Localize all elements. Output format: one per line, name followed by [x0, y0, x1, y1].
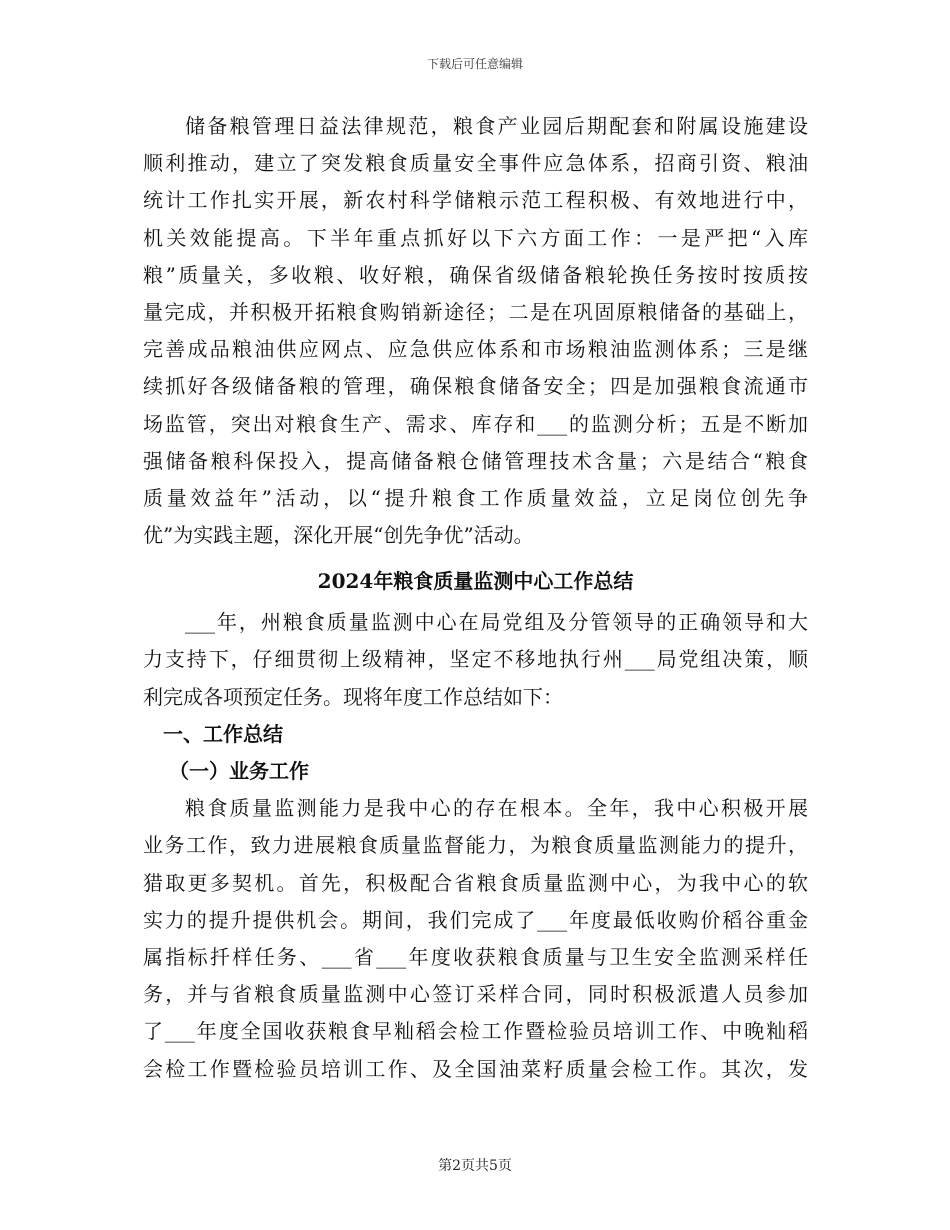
text-line: 务，并与省粮食质量监测中心签订采样合同，同时积极派遣人员参加 [143, 982, 808, 1007]
text-line: 续抓好各级储备粮的管理，确保粮食储备安全；四是加强粮食流通市 [143, 374, 808, 399]
section-heading: 一、工作总结 [163, 721, 283, 746]
text-line: 实力的提升提供机会。期间，我们完成了___年度最低收购价稻谷重金 [143, 907, 808, 932]
text-line: 猎取更多契机。首先，积极配合省粮食质量监测中心，为我中心的软 [143, 870, 808, 895]
document-body [143, 108, 808, 1088]
document-title: 2024年粮食质量监测中心工作总结 [317, 569, 634, 594]
text-line: ___年，州粮食质量监测中心在局党组及分管领导的正确领导和大 [185, 610, 808, 635]
text-line: 粮”质量关，多收粮、收好粮，确保省级储备粮轮换任务按时按质按 [143, 262, 808, 287]
text-line: 质量效益年”活动，以“提升粮食工作质量效益，立足岗位创先争 [143, 485, 808, 510]
subsection-heading: （一）业务工作 [169, 759, 309, 783]
header-note: 下载后可任意编辑 [426, 57, 523, 71]
paragraph-storage-management [143, 108, 808, 554]
text-line: 量完成，并积极开拓粮食购销新途径；二是在巩固原粮储备的基础上， [143, 299, 808, 324]
text-line: 利完成各项预定任务。现将年度工作总结如下： [143, 684, 563, 709]
text-line: 储备粮管理日益法律规范，粮食产业园后期配套和附属设施建设 [185, 114, 808, 138]
text-line: 完善成品粮油供应网点、应急供应体系和市场粮油监测体系；三是继 [143, 337, 808, 362]
text-line: 力支持下，仔细贯彻上级精神，坚定不移地执行州___局党组决策，顺 [143, 647, 808, 672]
text-line: 强储备粮科保投入，提高储备粮仓储管理技术含量；六是结合“粮食 [143, 448, 808, 473]
text-line: 粮食质量监测能力是我中心的存在根本。全年，我中心积极开展 [185, 796, 808, 821]
text-line: 会检工作暨检验员培训工作、及全国油菜籽质量会检工作。其次，发 [143, 1056, 808, 1081]
text-line: 机关效能提高。下半年重点抓好以下六方面工作：一是严把“入库 [143, 225, 808, 250]
paragraph-business-work [143, 790, 808, 1088]
text-line: 优”为实践主题，深化开展“创先争优”活动。 [143, 523, 534, 548]
paragraph-intro [143, 604, 808, 716]
text-line: 业务工作，致力进展粮食质量监督能力，为粮食质量监测能力的提升， [143, 833, 808, 858]
text-line: 场监管，突出对粮食生产、需求、库存和___的监测分析；五是不断加 [143, 411, 808, 436]
page-number: 第2页共5页 [438, 1158, 512, 1174]
text-line: 统计工作扎实开展，新农村科学储粮示范工程积极、有效地进行中， [143, 188, 808, 213]
text-line: 顺利推动，建立了突发粮食质量安全事件应急体系，招商引资、粮油 [143, 151, 808, 176]
text-line: 了___年度全国收获粮食早籼稻会检工作暨检验员培训工作、中晚籼稻 [143, 1019, 808, 1044]
text-line: 属指标扦样任务、___省___年度收获粮食质量与卫生安全监测采样任 [143, 944, 808, 969]
